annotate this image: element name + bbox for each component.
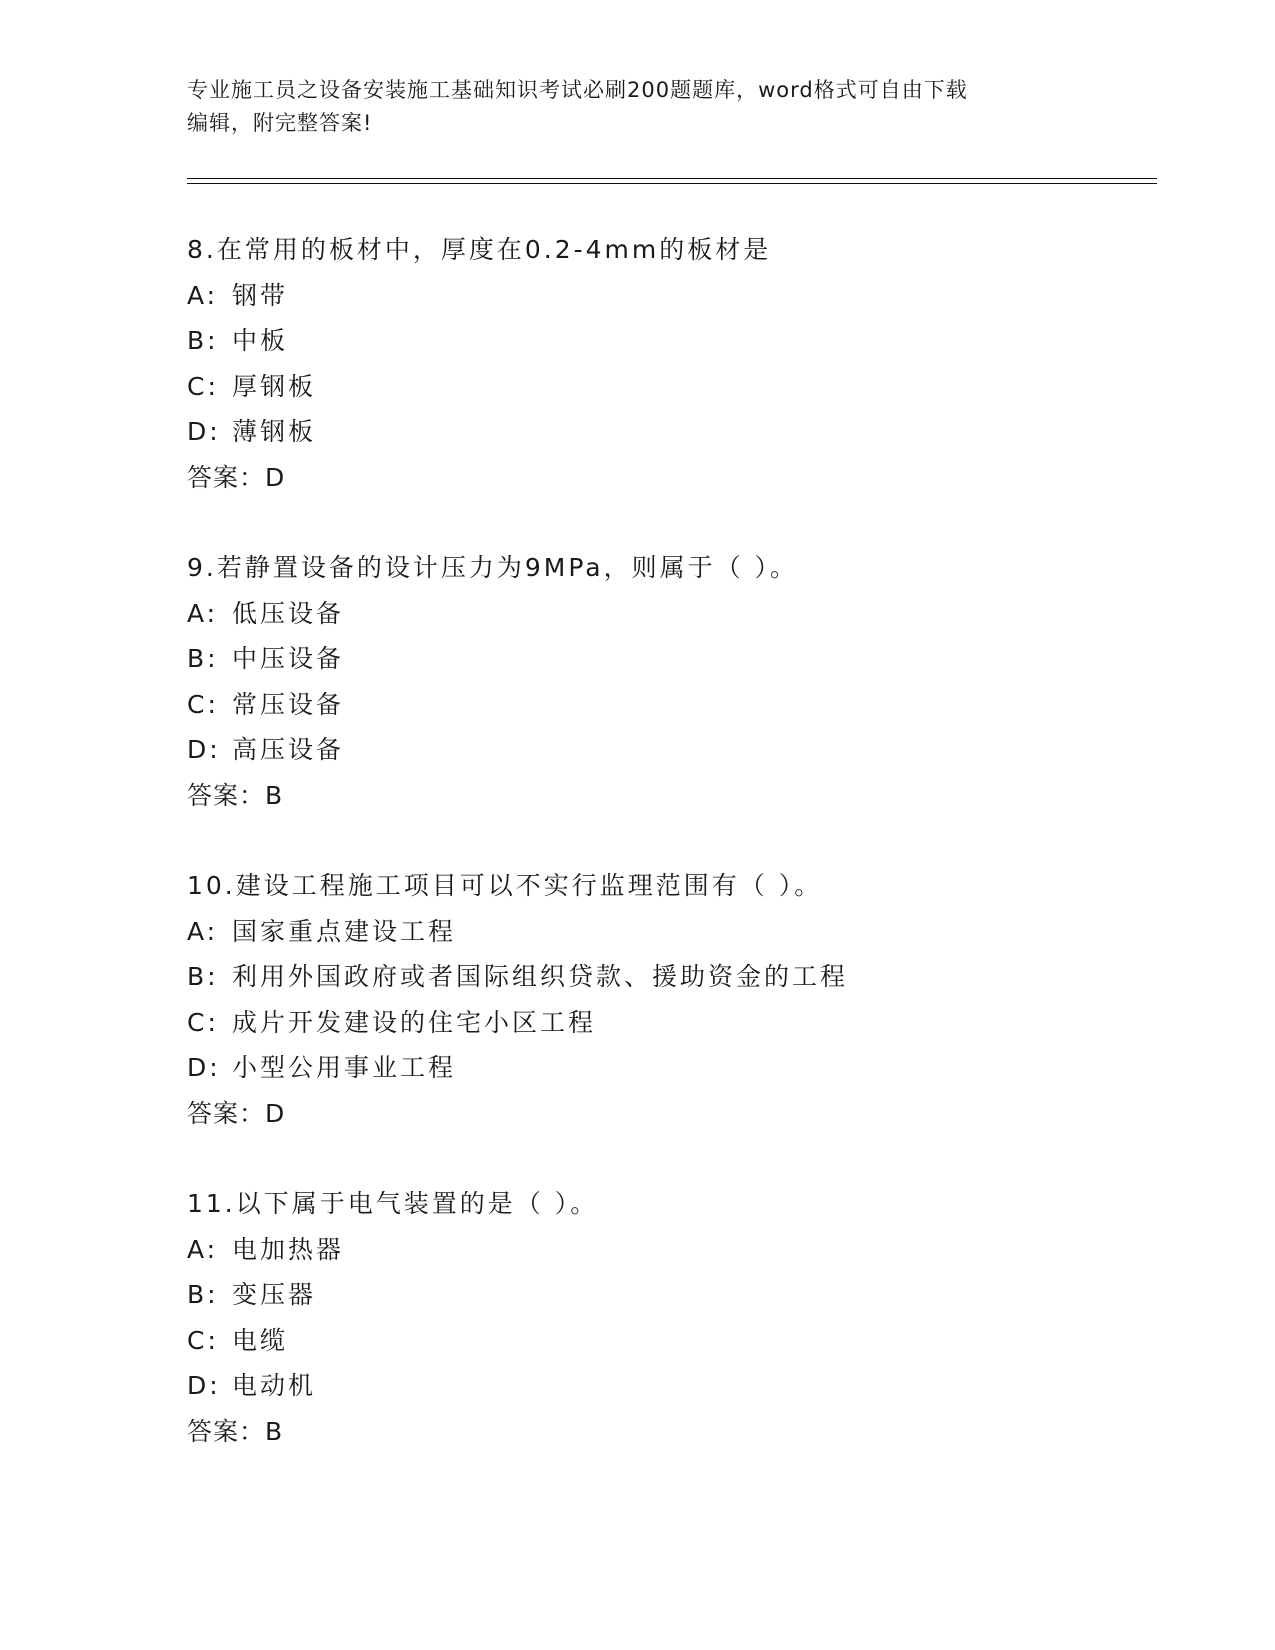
option-text: 钢带 — [232, 280, 289, 310]
option-letter: D: — [187, 735, 221, 764]
option-d — [187, 1045, 1187, 1091]
question-9 — [187, 545, 1187, 818]
option-text: 中板 — [232, 326, 289, 355]
answer: 答案：D — [187, 1098, 286, 1128]
option-letter: C: — [187, 689, 219, 719]
option-letter: A: — [187, 1234, 219, 1264]
option-c — [187, 682, 1187, 728]
option-text: 高压设备 — [232, 735, 345, 764]
answer: 答案：B — [187, 1416, 284, 1446]
option-d — [187, 409, 1187, 455]
option-text: 中压设备 — [232, 644, 345, 673]
option-letter: B: — [187, 326, 219, 355]
option-letter: A: — [187, 280, 219, 310]
document-header — [187, 74, 1067, 140]
question-stem: 10.建设工程施工项目可以不实行监理范围有（ ）。 — [187, 871, 823, 900]
option-text: 电缆 — [232, 1325, 289, 1355]
option-c — [187, 364, 1187, 410]
option-a — [187, 273, 1187, 319]
option-b — [187, 636, 1187, 682]
answer: 答案：B — [187, 780, 284, 810]
option-letter: D: — [187, 417, 221, 446]
option-text: 成片开发建设的住宅小区工程 — [232, 1007, 597, 1037]
option-text: 电加热器 — [232, 1234, 345, 1264]
question-8 — [187, 227, 1187, 500]
option-text: 国家重点建设工程 — [232, 916, 457, 946]
option-text: 小型公用事业工程 — [232, 1053, 457, 1082]
option-letter: B: — [187, 962, 219, 991]
header-divider-bottom — [187, 183, 1157, 184]
answer: 答案：D — [187, 462, 286, 492]
option-c — [187, 1318, 1187, 1364]
option-letter: C: — [187, 1325, 219, 1355]
option-letter: D: — [187, 1053, 221, 1082]
option-letter: C: — [187, 1007, 219, 1037]
option-d — [187, 727, 1187, 773]
option-text: 利用外国政府或者国际组织贷款、援助资金的工程 — [232, 962, 849, 991]
option-d — [187, 1363, 1187, 1409]
option-letter: A: — [187, 598, 219, 628]
option-letter: C: — [187, 371, 219, 401]
option-text: 低压设备 — [232, 598, 345, 628]
header-line-2: 编辑，附完整答案! — [187, 111, 373, 135]
option-letter: D: — [187, 1371, 221, 1400]
option-text: 电动机 — [232, 1371, 317, 1400]
option-text: 变压器 — [232, 1280, 317, 1309]
option-b — [187, 954, 1187, 1000]
option-text: 薄钢板 — [232, 417, 317, 446]
header-line-1: 专业施工员之设备安装施工基础知识考试必刷200题题库，word格式可自由下载 — [187, 78, 968, 102]
option-text: 常压设备 — [232, 689, 345, 719]
option-b — [187, 1272, 1187, 1318]
option-text: 厚钢板 — [232, 371, 317, 401]
option-a — [187, 909, 1187, 955]
question-stem: 9.若静置设备的设计压力为9MPa，则属于（ ）。 — [187, 553, 799, 582]
option-letter: B: — [187, 1280, 219, 1309]
question-stem: 8.在常用的板材中，厚度在0.2-4mm的板材是 — [187, 235, 772, 264]
option-letter: A: — [187, 916, 219, 946]
option-a — [187, 1227, 1187, 1273]
question-stem: 11.以下属于电气装置的是（ ）。 — [187, 1189, 599, 1218]
question-10 — [187, 863, 1187, 1136]
option-a — [187, 591, 1187, 637]
option-letter: B: — [187, 644, 219, 673]
question-11 — [187, 1181, 1187, 1454]
option-b — [187, 318, 1187, 364]
option-c — [187, 1000, 1187, 1046]
header-divider-top — [187, 178, 1157, 179]
